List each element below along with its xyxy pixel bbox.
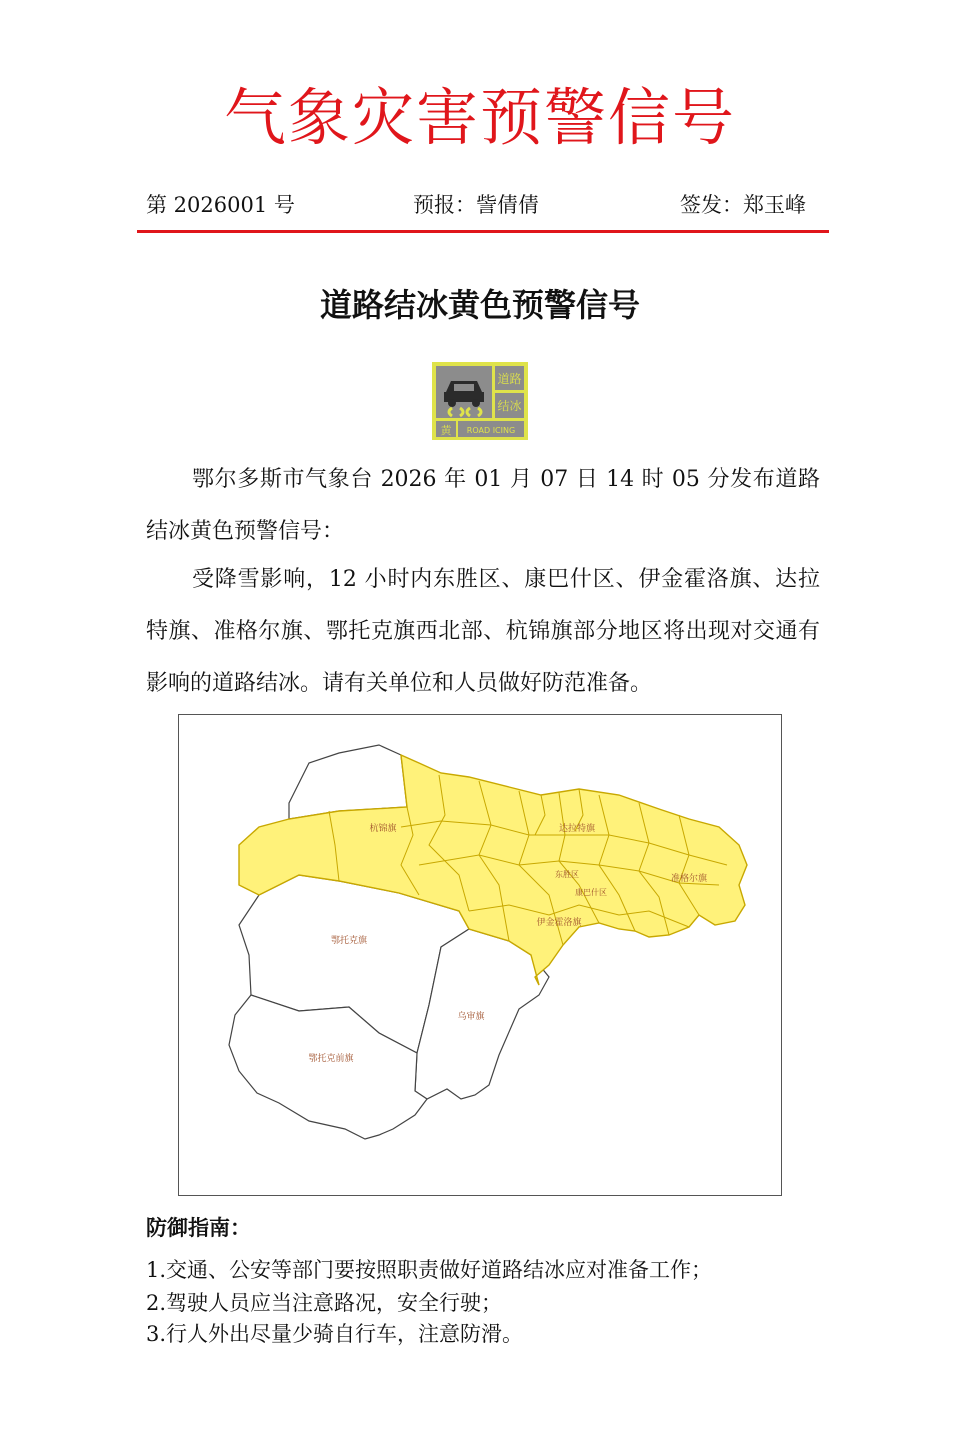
icon-english-text: ROAD ICING [466,426,516,435]
map-svg [179,715,781,1195]
label-wushen: 乌审旗 [457,1012,485,1022]
icon-level-text: 黄 [440,424,452,437]
label-kangbashi: 康巴什区 [575,888,607,897]
issuer: 签发：郑玉峰 [680,193,806,217]
header-divider [137,230,829,233]
icon-ice-text: 结冰 [497,399,522,413]
document-title: 道路结冰黄色预警信号 [319,286,640,324]
guide-item-3: 3.行人外出尽量少骑自行车，注意防滑。 [146,1322,524,1346]
document-number: 第 2026001 号 [146,193,295,217]
impact-paragraph: 受降雪影响，12 小时内东胜区、康巴什区、伊金霍洛旗、达拉特旗、准格尔旗、鄂托克旗西北部、杭锦旗部分地区将出现对交通有影响的道路结冰。请有关单位和人员做好防范准备。 [146,567,820,696]
guide-heading: 防御指南： [146,1215,251,1240]
issue-paragraph: 鄂尔多斯市气象台 2026 年 01 月 07 日 14 时 05 分发布道路结冰黄色预警信号： [146,467,820,544]
label-dongsheng: 东胜区 [555,870,579,879]
label-dalate: 达拉特旗 [558,824,596,834]
label-yijinhuoluo: 伊金霍洛旗 [536,918,582,928]
icon-road-text: 道路 [497,372,522,386]
forecaster: 预报：訾倩倩 [413,193,539,217]
masthead-title: 气象灾害预警信号 [223,81,736,154]
label-hangjin: 杭锦旗 [369,824,397,834]
guide-item-2: 2.驾驶人员应当注意路况，安全行驶； [146,1291,503,1315]
guide-item-1: 1.交通、公安等部门要按照职责做好道路结冰应对准备工作； [146,1258,713,1282]
label-zhungeer: 准格尔旗 [670,874,708,884]
label-etuoke: 鄂托克旗 [330,936,368,946]
label-etuokeqian: 鄂托克前旗 [308,1054,354,1064]
road-icing-yellow-icon [432,362,528,440]
warning-area-map [178,714,782,1196]
